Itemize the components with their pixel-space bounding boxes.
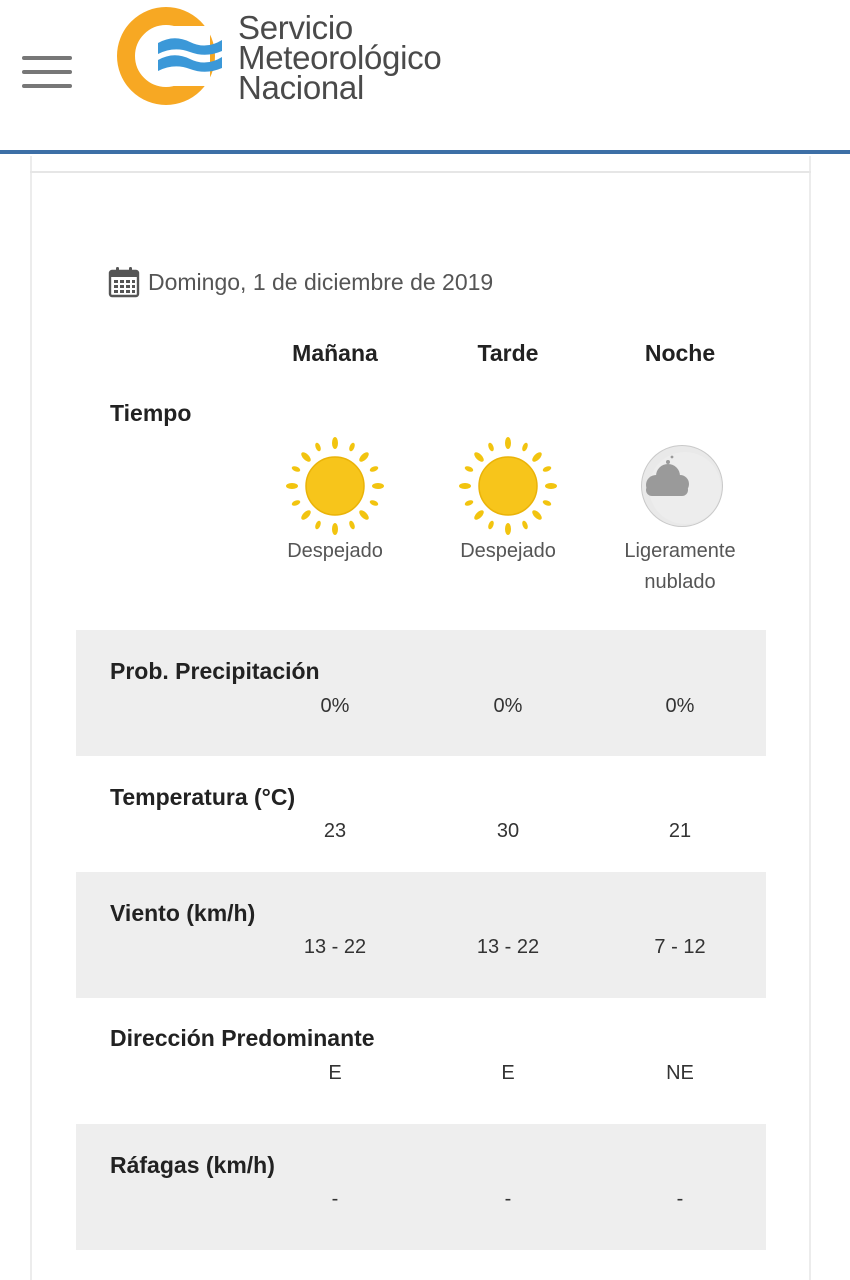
weather-description-line: Despejado (287, 540, 383, 562)
forecast-date (108, 264, 493, 300)
sun-icon (285, 436, 385, 536)
precipitation-value-night: 0% (665, 695, 695, 717)
precipitation-value-morning: 0% (320, 695, 350, 717)
gusts-value-night: - (676, 1188, 684, 1210)
wind-label: Viento (km/h) (110, 900, 256, 926)
gusts-value-afternoon: - (504, 1188, 512, 1210)
hamburger-icon[interactable] (22, 56, 72, 90)
weather-description-line: Despejado (460, 540, 556, 562)
date-label: Domingo, 1 de diciembre de 2019 (148, 268, 494, 295)
temperature-value-afternoon: 30 (496, 820, 520, 842)
brand-line-2: Meteorológico (238, 39, 442, 76)
weather-description-line: Ligeramente (624, 540, 736, 562)
temperature-value-morning: 23 (323, 820, 347, 842)
gusts-value-morning: - (331, 1188, 339, 1210)
header-divider (0, 150, 850, 154)
panel-border-top (30, 171, 811, 173)
column-header-afternoon: Tarde (477, 340, 539, 366)
weather-description-line: nublado (644, 571, 716, 593)
wind-value-night: 7 - 12 (654, 936, 706, 958)
app-header (0, 0, 850, 151)
weather-description-morning (249, 536, 421, 567)
column-header-night: Noche (644, 340, 716, 366)
gusts-label: Ráfagas (km/h) (110, 1152, 275, 1178)
brand-line-3: Nacional (238, 69, 365, 106)
sun-icon (458, 436, 558, 536)
temperature-label: Temperatura (°C) (110, 784, 296, 810)
wind-value-afternoon: 13 - 22 (476, 936, 540, 958)
wind-direction-value-afternoon: E (501, 1062, 515, 1084)
row-band-wind (76, 872, 766, 998)
weather-label: Tiempo (110, 400, 192, 426)
weather-description-afternoon (422, 536, 594, 567)
row-band-precipitation (76, 630, 766, 756)
precipitation-label: Prob. Precipitación (110, 658, 320, 684)
brand-name[interactable] (238, 9, 442, 106)
precipitation-value-afternoon: 0% (493, 695, 523, 717)
row-band-gusts (76, 1124, 766, 1250)
brand-line-1: Servicio (238, 9, 353, 46)
weather-description-night (594, 536, 766, 598)
wind-value-morning: 13 - 22 (303, 936, 367, 958)
wind-direction-label: Dirección Predominante (110, 1025, 375, 1051)
smn-logo[interactable] (116, 6, 228, 106)
calendar-icon (108, 266, 140, 298)
column-header-morning: Mañana (292, 340, 378, 366)
panel-border-right (809, 156, 811, 1280)
wind-direction-value-morning: E (328, 1062, 342, 1084)
panel-border-left (30, 156, 32, 1280)
wind-direction-value-night: NE (666, 1062, 694, 1084)
partly-cloudy-night-icon (630, 436, 730, 536)
temperature-value-night: 21 (668, 820, 692, 842)
